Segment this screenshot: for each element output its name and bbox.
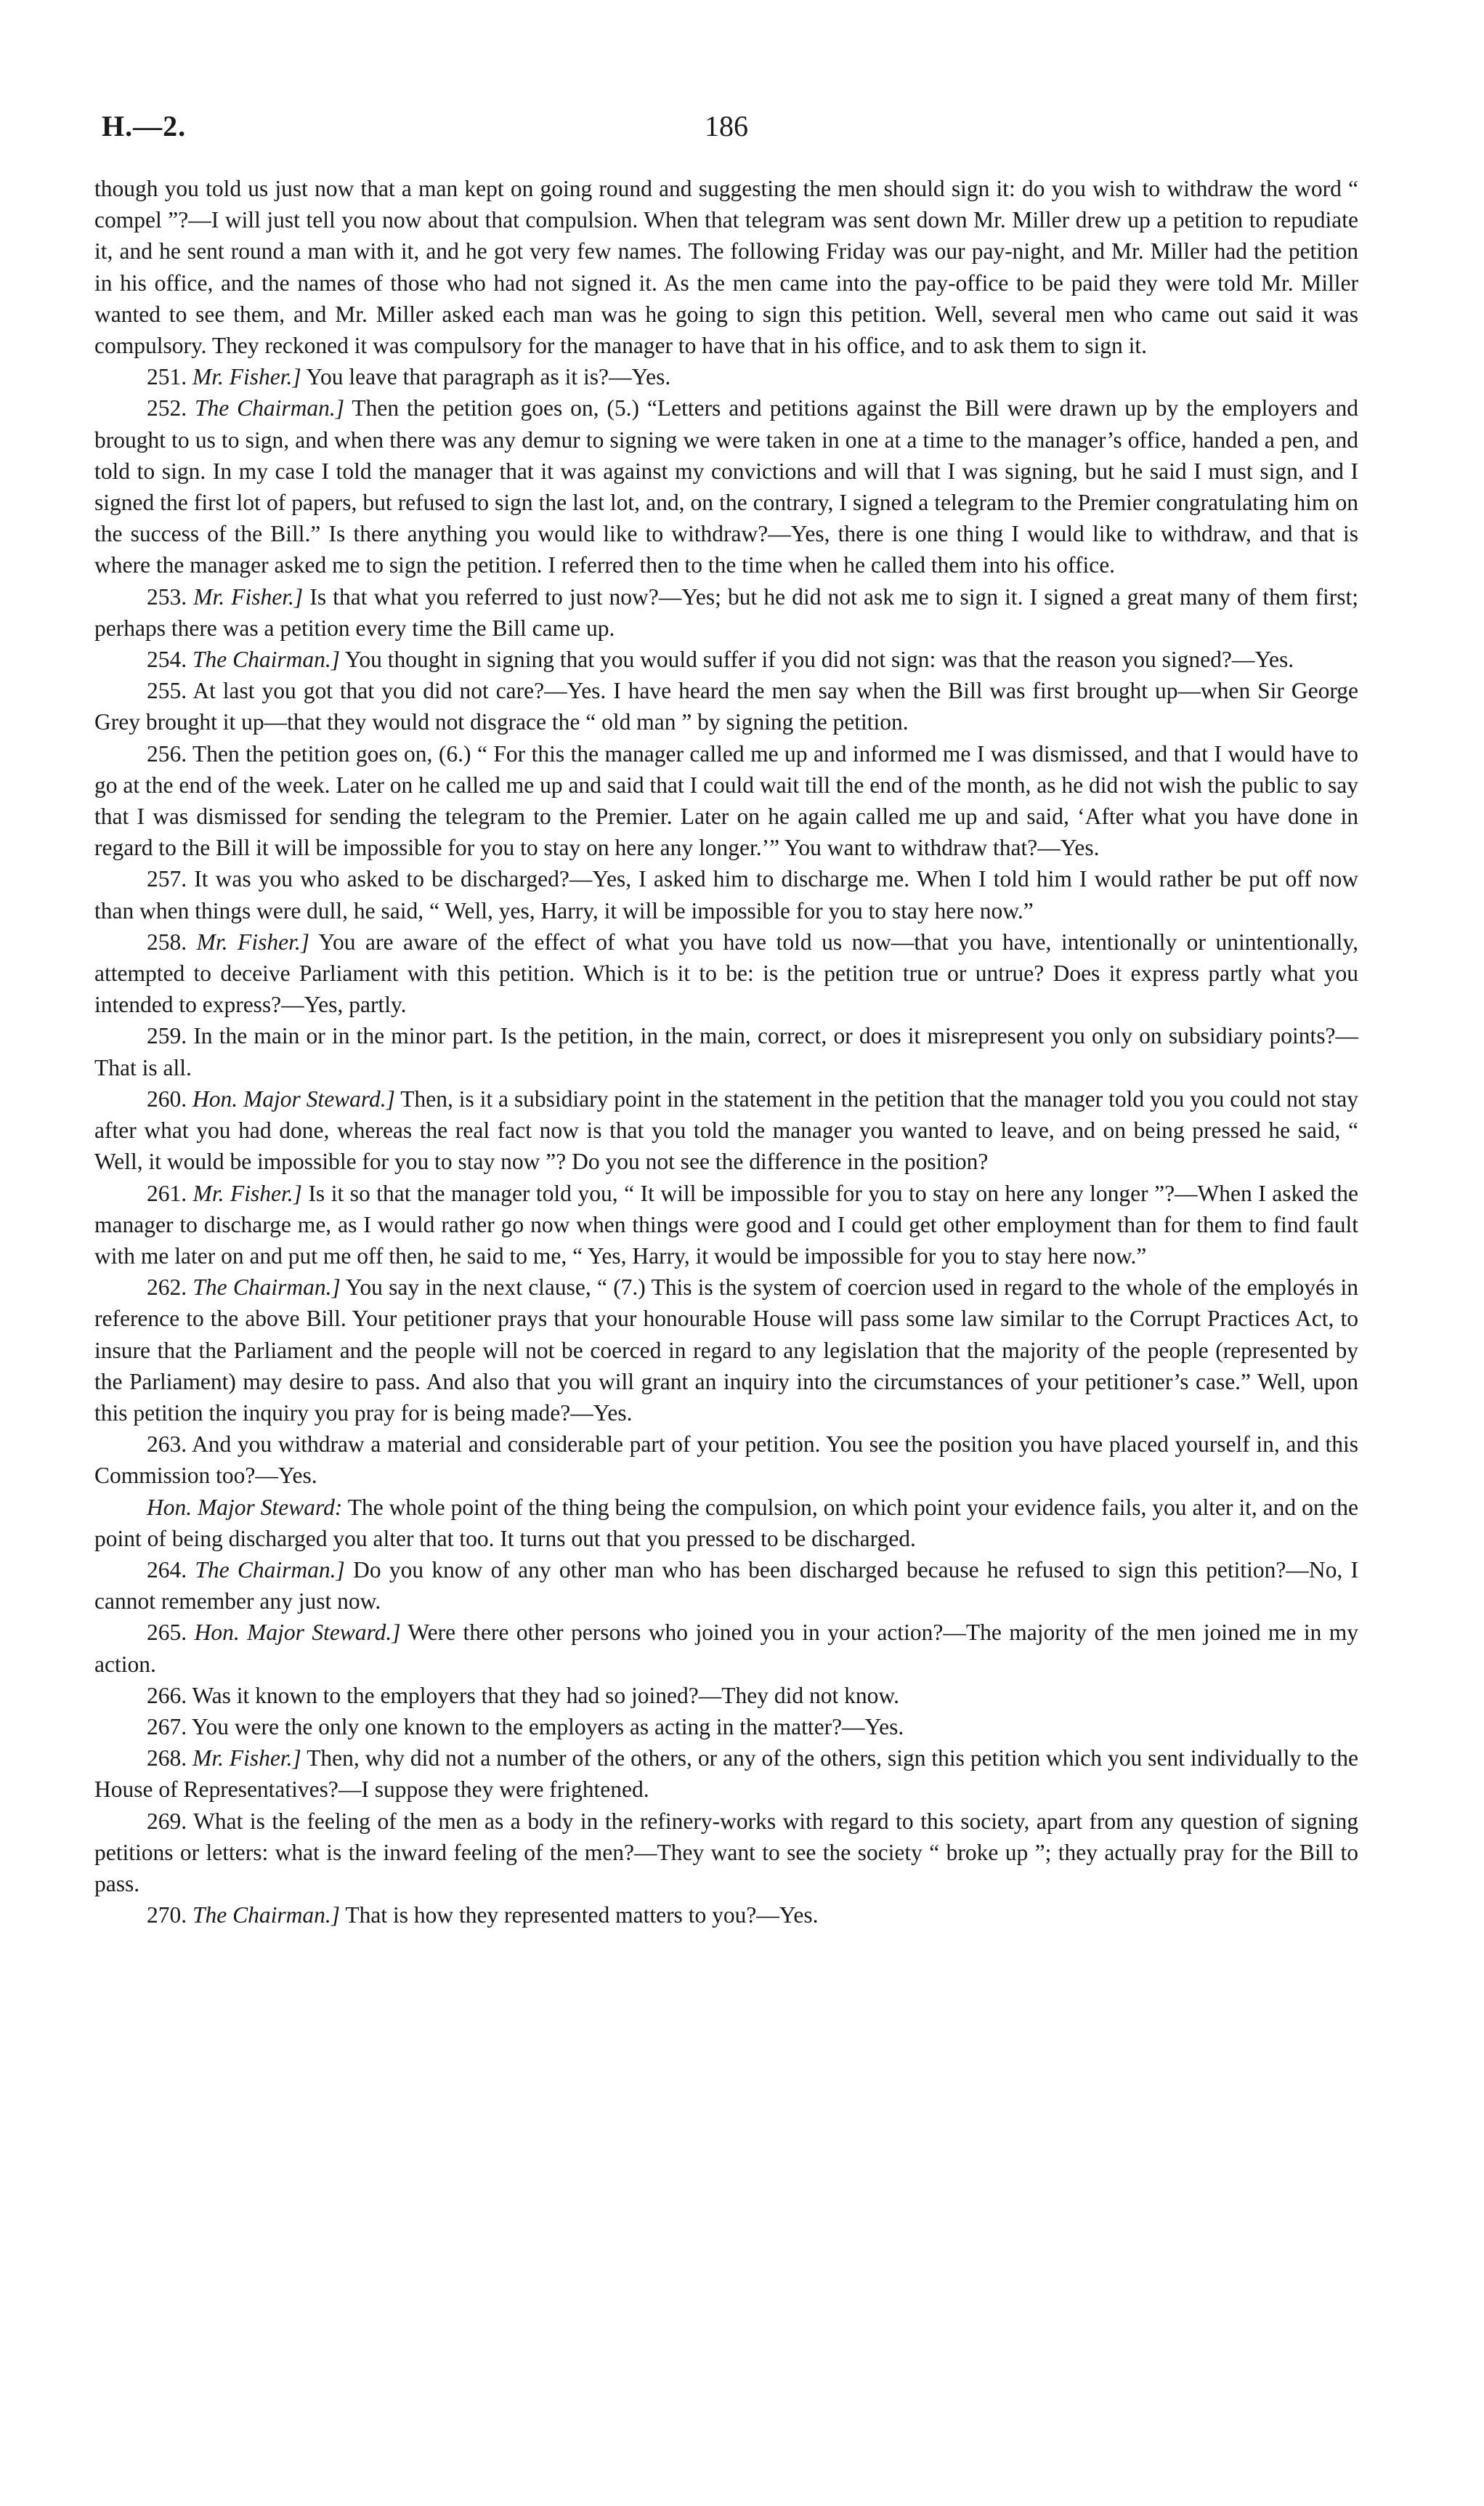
- question-number: 253.: [147, 583, 187, 610]
- paragraph-text: Do you know of any other man who has been discharged because he refused to sign this petition?—No, I cannot remember any just now.: [94, 1556, 1358, 1614]
- transcript-paragraph: [94, 1020, 1358, 1083]
- speaker-name: Hon. Major Steward:: [147, 1494, 343, 1520]
- transcript-paragraph: [94, 173, 1358, 361]
- paragraph-text: That is how they represented matters to you?—Yes.: [345, 1902, 819, 1928]
- document-reference: H.—2.: [102, 110, 187, 142]
- transcript-paragraph: [94, 863, 1358, 926]
- question-number: 252.: [147, 395, 187, 421]
- paragraph-text: Were there other persons who joined you in your action?—The majority of the men joined me in my action.: [94, 1620, 1359, 1677]
- speaker-name: Mr. Fisher.]: [193, 583, 304, 610]
- transcript-paragraph: [94, 926, 1358, 1021]
- question-number: 267.: [147, 1713, 187, 1739]
- paragraph-text: Then the petition goes on, (5.) “Letters and petitions against the Bill were drawn up by the employers and brought to us to sign, and when there was any demur to signing we were taken in one at a time to the manager’s office, handed a pen, and told to sign. In my case I told the manager that it was against my convictions and will that I was signing, but he said I must sign, and I signed the first lot of papers, but refused to sign the last lot, and, on the contrary, I signed a telegram to the Premier congratulating him on the success of the Bill.” Is there anything you would like to withdraw?—Yes, there is one thing I would like to withdraw, and that is where the manager asked me to sign the petition. I referred then to the time when he called them into his office.: [94, 395, 1359, 578]
- question-number: 262.: [147, 1274, 187, 1301]
- evidence-transcript: [94, 173, 1358, 1931]
- speaker-name: The Chairman.]: [195, 395, 345, 421]
- speaker-name: The Chairman.]: [192, 1274, 341, 1301]
- speaker-name: Mr. Fisher.]: [196, 929, 309, 955]
- transcript-paragraph: [94, 675, 1358, 737]
- page-number: 186: [705, 110, 748, 142]
- paragraph-text: You were the only one known to the employers as acting in the matter?—Yes.: [191, 1713, 904, 1739]
- transcript-paragraph: [94, 1899, 1358, 1931]
- paragraph-text: At last you got that you did not care?—Yes. I have heard the men say when the Bill was first brought up—when Sir George Grey brought it up—that they would not disgrace the “ old man ” by signing the petition.: [94, 678, 1358, 735]
- transcript-paragraph: [94, 738, 1358, 864]
- speaker-name: The Chairman.]: [192, 647, 341, 673]
- paragraph-text: Is it so that the manager told you, “ It will be impossible for you to stay on here any longer ”?—When I asked the manager to discharge me, as I would rather go now when things were good and I could get other employment than for them to find fault with me later on and put me off then, he said to me, “ Yes, Harry, it would be impossible for you to stay here now.”: [94, 1180, 1358, 1269]
- speaker-name: The Chairman.]: [192, 1902, 341, 1928]
- transcript-paragraph: [94, 1428, 1358, 1491]
- paragraph-text: Is that what you referred to just now?—Yes; but he did not ask me to sign it. I signed a great many of them first; perhaps there was a petition every time the Bill came up.: [94, 583, 1359, 641]
- question-number: 260.: [147, 1086, 187, 1112]
- transcript-paragraph: [94, 1178, 1358, 1272]
- transcript-paragraph: [94, 1272, 1358, 1428]
- speaker-name: Hon. Major Steward.]: [192, 1086, 395, 1112]
- paragraph-text: What is the feeling of the men as a body in the refinery-works with regard to this society, apart from any question of signing petitions or letters: what is the inward feeling of the men?—They want to see the society “ broke up ”; they actually pray for the Bill to pass.: [94, 1808, 1358, 1896]
- page-header: [94, 109, 1358, 153]
- transcript-paragraph: [94, 392, 1358, 581]
- transcript-paragraph: [94, 1083, 1358, 1178]
- question-number: 261.: [147, 1180, 187, 1206]
- speaker-name: The Chairman.]: [195, 1556, 345, 1583]
- transcript-paragraph: [94, 1554, 1358, 1617]
- paragraph-text: And you withdraw a material and considerable part of your petition. You see the position you have placed yourself in, and this Commission too?—Yes.: [94, 1431, 1358, 1489]
- question-number: 265.: [147, 1620, 187, 1646]
- question-number: 256.: [147, 740, 187, 767]
- question-number: 259.: [147, 1023, 187, 1049]
- question-number: 269.: [147, 1808, 187, 1834]
- question-number: 255.: [147, 678, 187, 704]
- transcript-paragraph: [94, 644, 1358, 675]
- paragraph-text: You leave that paragraph as it is?—Yes.: [306, 364, 671, 390]
- question-number: 254.: [147, 647, 187, 673]
- paragraph-text: It was you who asked to be discharged?—Yes, I asked him to discharge me. When I told him I would rather be put off now than when things were dull, he said, “ Well, yes, Harry, it will be impossible for you to stay here now.”: [94, 866, 1358, 923]
- transcript-paragraph: [94, 1711, 1358, 1742]
- paragraph-text: Was it known to the employers that they had so joined?—They did not know.: [192, 1682, 899, 1708]
- transcript-paragraph: [94, 1617, 1358, 1679]
- question-number: 264.: [147, 1556, 187, 1583]
- transcript-paragraph: [94, 1492, 1358, 1554]
- paragraph-text: In the main or in the minor part. Is the petition, in the main, correct, or does it misrepresent you only on subsidiary points?—That is all.: [94, 1023, 1359, 1080]
- speaker-name: Mr. Fisher.]: [192, 1180, 302, 1206]
- paragraph-text: You are aware of the effect of what you have told us now—that you have, intentionally or unintentionally, attempted to deceive Parliament with this petition. Which is it to be: is the petition true or untrue? Does it express partly what you intended to express?—Yes, partly.: [94, 929, 1358, 1018]
- paragraph-text: though you told us just now that a man kept on going round and suggesting the men should sign it: do you wish to withdraw the word “ compel ”?—I will just tell you now about that compulsion. When that telegram was sent down Mr. Miller drew up a petition to repudiate it, and he sent round a man with it, and he got very few names. The following Friday was our pay-night, and Mr. Miller had the petition in his office, and the names of those who had not signed it. As the men came into the pay-office to be paid they were told Mr. Miller wanted to see them, and Mr. Miller asked each man was he going to sign this petition. Well, several men who came out said it was compulsory. They reckoned it was compulsory for the manager to have that in his office, and to ask them to sign it.: [94, 176, 1358, 359]
- paragraph-text: The whole point of the thing being the compulsion, on which point your evidence fails, you alter it, and on the point of being discharged you alter that too. It turns out that you pressed to be discharged.: [94, 1494, 1359, 1551]
- question-number: 266.: [147, 1682, 187, 1708]
- speaker-name: Hon. Major Steward.]: [194, 1620, 401, 1646]
- question-number: 257.: [147, 866, 187, 892]
- question-number: 270.: [147, 1902, 187, 1928]
- speaker-name: Mr. Fisher.]: [192, 1745, 301, 1771]
- document-page: [94, 109, 1358, 1931]
- transcript-paragraph: [94, 1680, 1358, 1711]
- speaker-name: Mr. Fisher.]: [192, 364, 301, 390]
- transcript-paragraph: [94, 361, 1358, 392]
- question-number: 258.: [147, 929, 187, 955]
- paragraph-text: Then, why did not a number of the others, or any of the others, sign this petition which you sent individually to the House of Representatives?—I suppose they were frightened.: [94, 1745, 1359, 1803]
- paragraph-text: Then, is it a subsidiary point in the statement in the petition that the manager told you you could not stay after what you had done, whereas the real fact now is that you told the manager you wanted to leave, and on being pressed he said, “ Well, it would be impossible for you to stay now ”? Do you not see the difference in the position?: [94, 1086, 1359, 1175]
- transcript-paragraph: [94, 581, 1358, 644]
- paragraph-text: Then the petition goes on, (6.) “ For this the manager called me up and informed me I was dismissed, and that I would have to go at the end of the week. Later on he called me up and said that I could wait till the end of the month, as he did not wish the public to say that I was dismissed for sending the telegram to the Premier. Later on he again called me up and said, ‘After what you have done in regard to the Bill it will be impossible for you to stay on here any longer.’” You want to withdraw that?—Yes.: [94, 740, 1358, 861]
- question-number: 263.: [147, 1431, 187, 1458]
- paragraph-text: You thought in signing that you would suffer if you did not sign: was that the reason you signed?—Yes.: [344, 647, 1294, 673]
- paragraph-text: You say in the next clause, “ (7.) This is the system of coercion used in regard to the whole of the employés in reference to the above Bill. Your petitioner prays that your honourable House will pass some law similar to the Corrupt Practices Act, to insure that the Parliament and the people will not be coerced in regard to any legislation that the majority of the people (represented by the Parliament) may desire to pass. And also that you will grant an inquiry into the circumstances of your petitioner’s case.” Well, upon this petition the inquiry you pray for is being made?—Yes.: [94, 1274, 1359, 1426]
- transcript-paragraph: [94, 1806, 1358, 1900]
- question-number: 268.: [147, 1745, 187, 1771]
- question-number: 251.: [147, 364, 187, 390]
- transcript-paragraph: [94, 1742, 1358, 1805]
